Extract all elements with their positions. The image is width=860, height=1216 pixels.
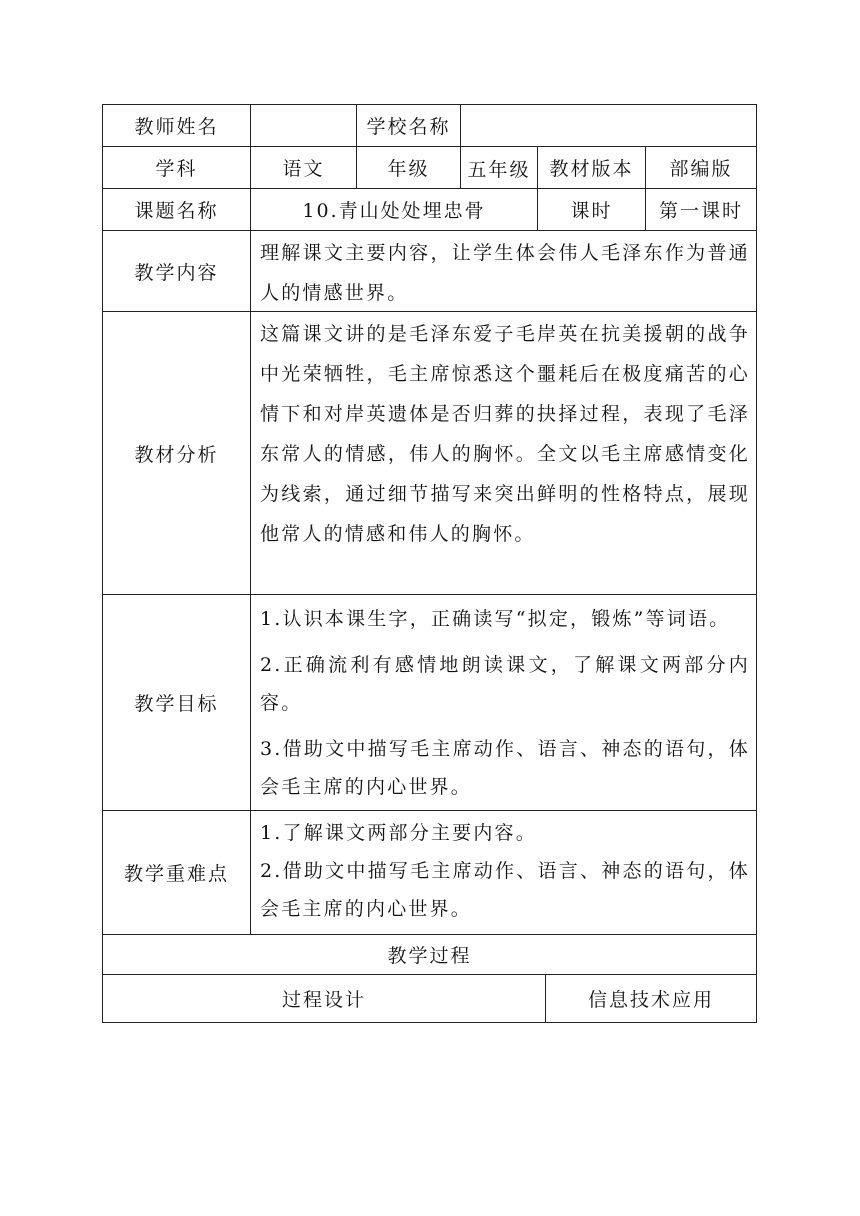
content-label: 教学内容 xyxy=(102,230,250,311)
key-point-item: 2.借助文中描写毛主席动作、语言、神态的语句，体会毛主席的内心世界。 xyxy=(260,860,750,920)
objective-item: 1.认识本课生字，正确读写“拟定，锻炼”等词语。 xyxy=(260,608,731,630)
textbook-value: 部编版 xyxy=(645,146,757,188)
process-design-label: 过程设计 xyxy=(102,974,545,1023)
period-value: 第一课时 xyxy=(645,188,757,230)
teacher-name-value xyxy=(250,104,356,146)
objective-item: 3.借助文中描写毛主席动作、语言、神态的语句，体会毛主席的内心世界。 xyxy=(260,738,750,798)
content-paragraph: 理解课文主要内容，让学生体会伟人毛泽东作为普通人的情感世界。 xyxy=(260,242,750,304)
grade-value: 五年级 xyxy=(460,146,537,188)
objectives-list xyxy=(250,594,757,810)
process-tech-label: 信息技术应用 xyxy=(545,974,757,1023)
lesson-value: 10.青山处处埋忠骨 xyxy=(250,188,537,230)
subject-value: 语文 xyxy=(250,146,356,188)
school-name-value xyxy=(460,104,757,146)
grade-label: 年级 xyxy=(356,146,460,188)
teacher-name-label: 教师姓名 xyxy=(102,104,250,146)
textbook-label: 教材版本 xyxy=(537,146,645,188)
period-label: 课时 xyxy=(537,188,645,230)
analysis-text xyxy=(250,311,757,594)
content-text xyxy=(250,230,757,311)
objectives-label: 教学目标 xyxy=(102,594,250,810)
analysis-paragraph: 这篇课文讲的是毛泽东爱子毛岸英在抗美援朝的战争中光荣牺牲，毛主席惊悉这个噩耗后在极度痛苦的心情下和对岸英遗体是否归葬的抉择过程，表现了毛泽东常人的情感，伟人的胸怀。全文以毛主席感情变化为线索，通过细节描写来突出鲜明的性格特点，展现他常人的情感和伟人的胸怀。 xyxy=(260,323,750,545)
lesson-label: 课题名称 xyxy=(102,188,250,230)
key-points-list xyxy=(250,810,757,934)
subject-label: 学科 xyxy=(102,146,250,188)
analysis-label: 教材分析 xyxy=(102,311,250,594)
key-points-label: 教学重难点 xyxy=(102,810,250,934)
process-title: 教学过程 xyxy=(102,934,757,974)
school-name-label: 学校名称 xyxy=(356,104,460,146)
key-point-item: 1.了解课文两部分主要内容。 xyxy=(260,822,537,844)
objective-item: 2.正确流利有感情地朗读课文，了解课文两部分内容。 xyxy=(260,654,750,714)
